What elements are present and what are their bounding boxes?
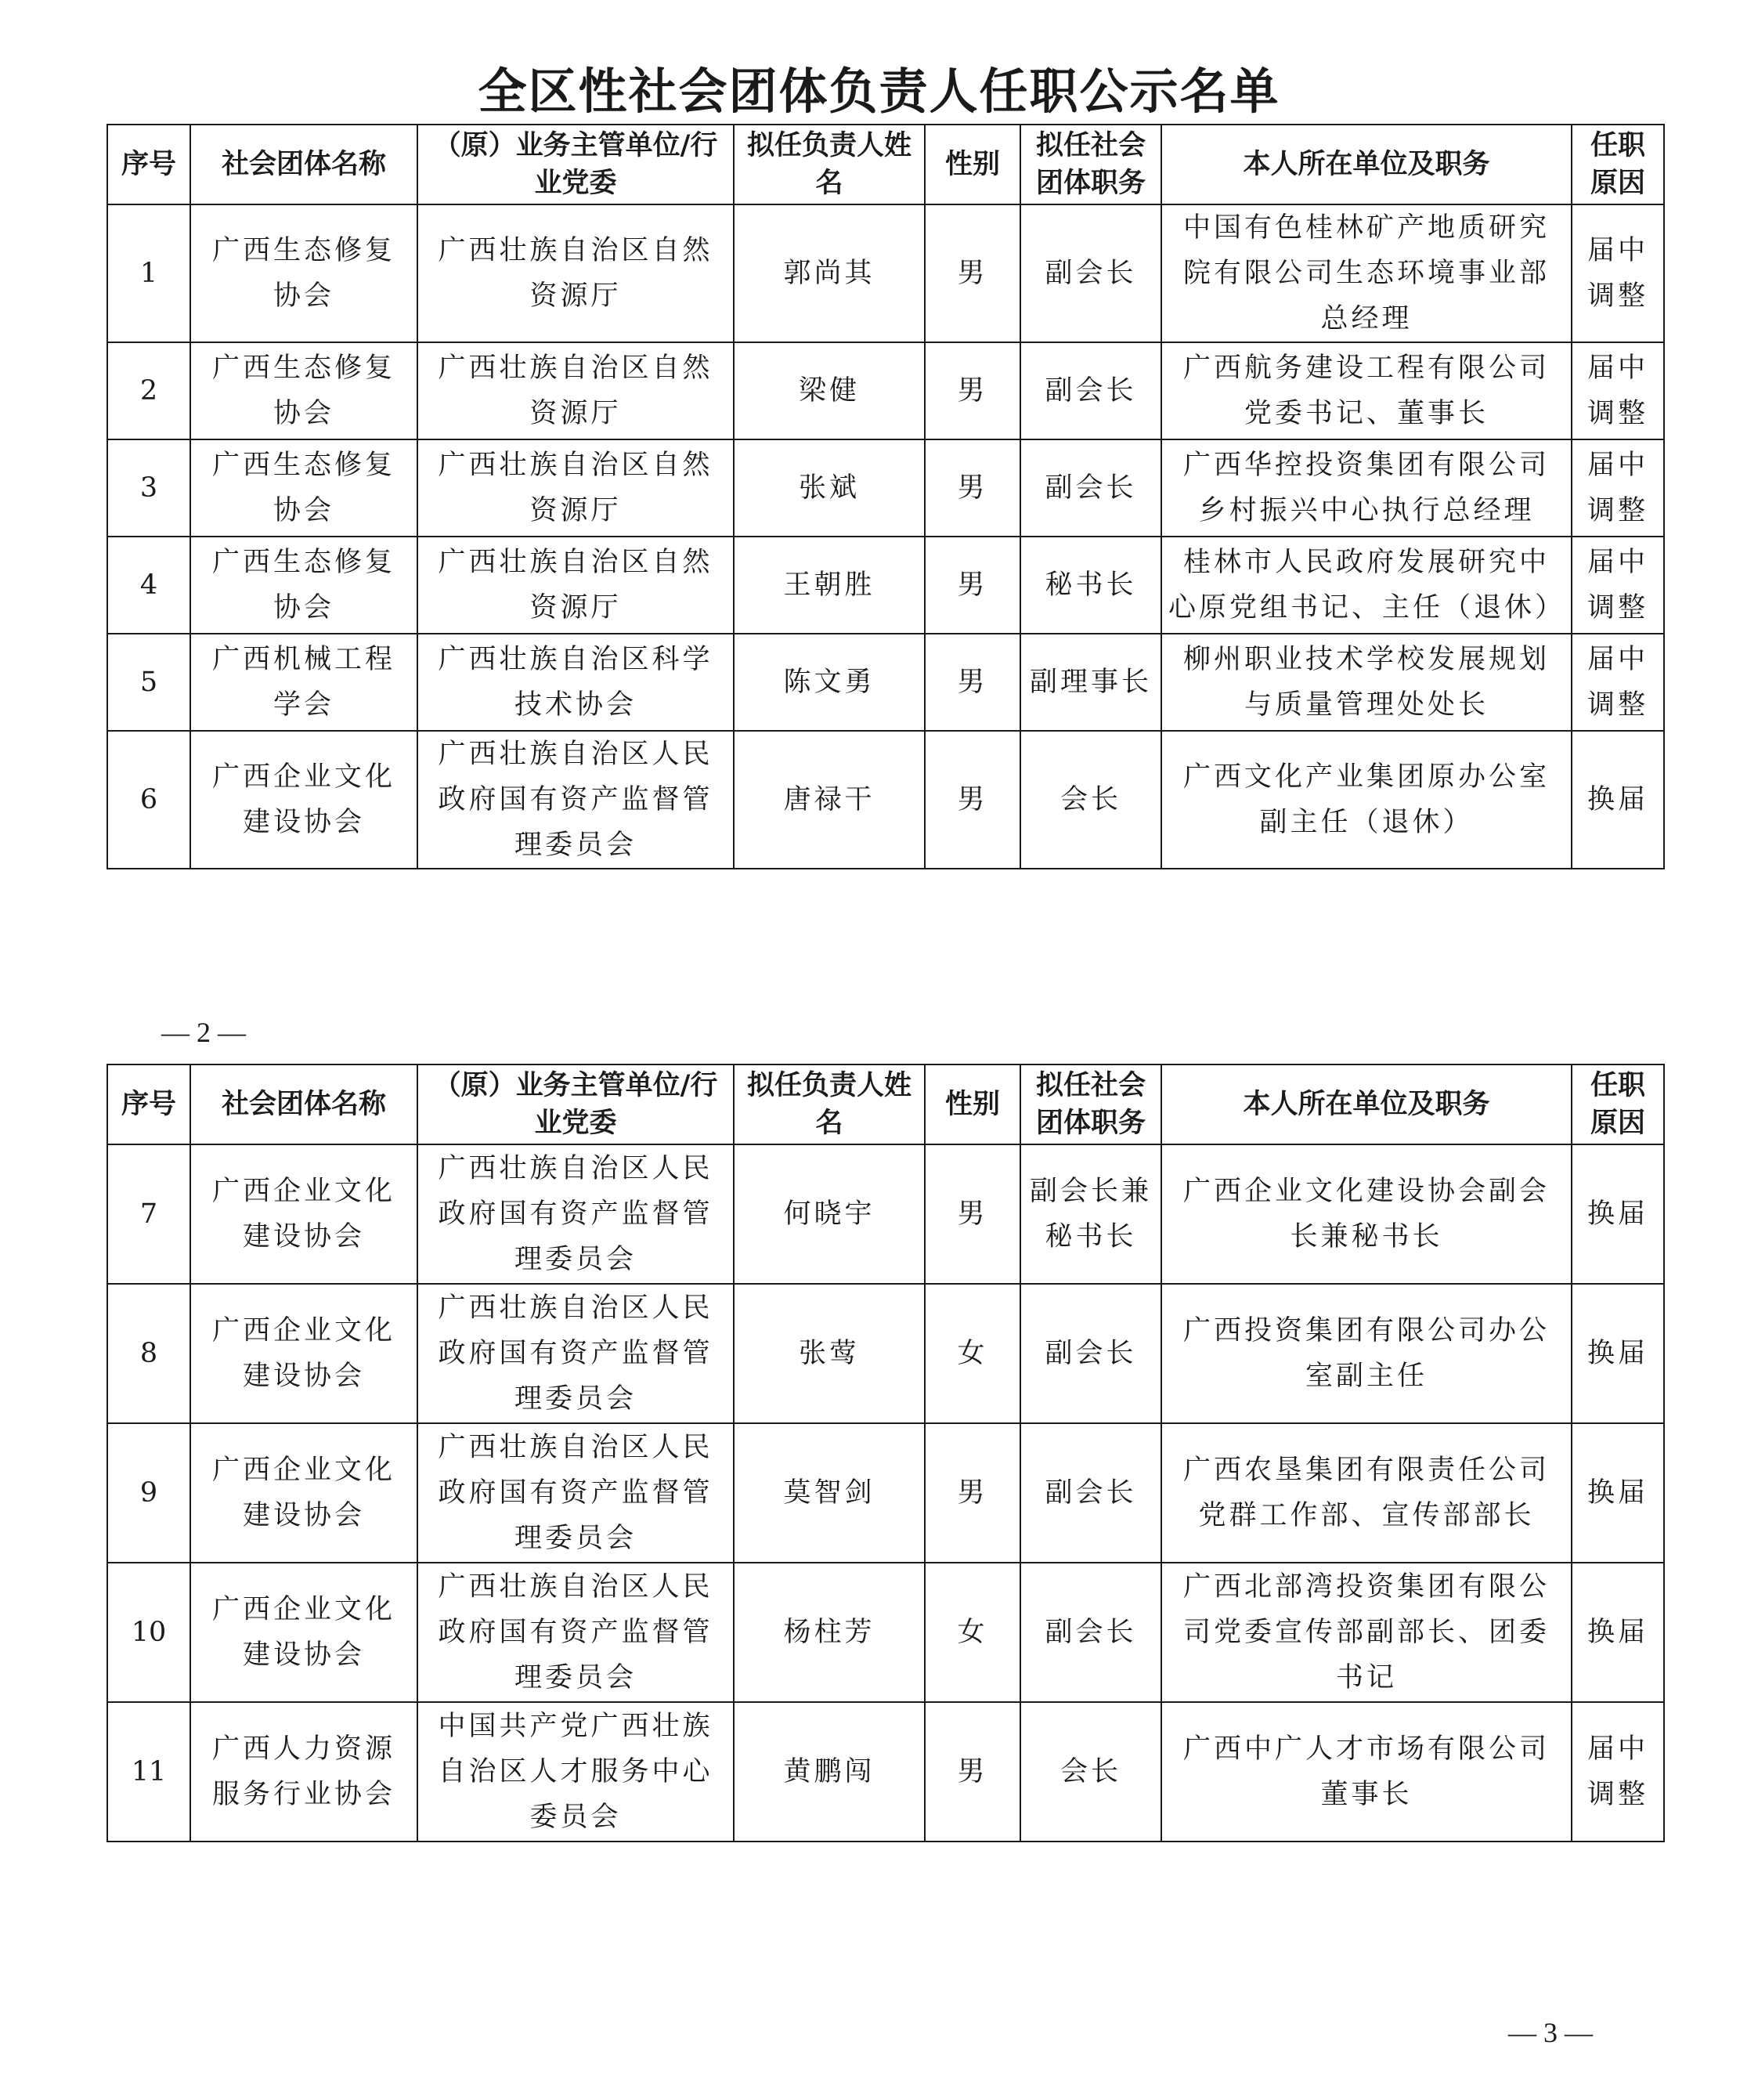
cell-candidate-name: 唐禄干 xyxy=(734,731,925,869)
cell-serial-number: 2 xyxy=(107,342,190,439)
cell-organization-name: 广西企业文化建设协会 xyxy=(190,1284,417,1423)
cell-current-unit-and-position: 广西企业文化建设协会副会长兼秘书长 xyxy=(1161,1144,1572,1284)
cell-organization-name: 广西企业文化建设协会 xyxy=(190,1144,417,1284)
cell-candidate-name: 张斌 xyxy=(734,439,925,537)
cell-gender: 男 xyxy=(925,204,1020,342)
cell-appointment-reason: 届中调整 xyxy=(1572,537,1664,634)
cell-appointment-reason: 届中调整 xyxy=(1572,634,1664,731)
header-organization-name: 社会团体名称 xyxy=(190,1064,417,1144)
cell-serial-number: 8 xyxy=(107,1284,190,1423)
table-row xyxy=(107,439,1664,537)
table-row xyxy=(107,537,1664,634)
cell-supervising-unit: 广西壮族自治区人民政府国有资产监督管理委员会 xyxy=(417,1423,734,1563)
cell-current-unit-and-position: 广西航务建设工程有限公司党委书记、董事长 xyxy=(1161,342,1572,439)
cell-current-unit-and-position: 广西中广人才市场有限公司董事长 xyxy=(1161,1702,1572,1842)
cell-gender: 男 xyxy=(925,634,1020,731)
cell-gender: 男 xyxy=(925,342,1020,439)
cell-current-unit-and-position: 中国有色桂林矿产地质研究院有限公司生态环境事业部总经理 xyxy=(1161,204,1572,342)
cell-organization-name: 广西企业文化建设协会 xyxy=(190,731,417,869)
cell-gender: 男 xyxy=(925,731,1020,869)
table-row xyxy=(107,342,1664,439)
cell-proposed-position: 会长 xyxy=(1020,1702,1161,1842)
cell-appointment-reason: 换届 xyxy=(1572,1284,1664,1423)
cell-appointment-reason: 换届 xyxy=(1572,1563,1664,1702)
cell-serial-number: 5 xyxy=(107,634,190,731)
table-row xyxy=(107,1702,1664,1842)
appointment-table-part-2 xyxy=(106,1064,1665,1842)
cell-appointment-reason: 换届 xyxy=(1572,731,1664,869)
cell-current-unit-and-position: 广西投资集团有限公司办公室副主任 xyxy=(1161,1284,1572,1423)
table-row xyxy=(107,1563,1664,1702)
table-row xyxy=(107,1144,1664,1284)
cell-supervising-unit: 中国共产党广西壮族自治区人才服务中心委员会 xyxy=(417,1702,734,1842)
cell-organization-name: 广西生态修复协会 xyxy=(190,537,417,634)
table-header-row xyxy=(107,125,1664,204)
cell-proposed-position: 副会长 xyxy=(1020,1563,1161,1702)
cell-serial-number: 9 xyxy=(107,1423,190,1563)
table-row xyxy=(107,1423,1664,1563)
cell-gender: 男 xyxy=(925,1144,1020,1284)
header-candidate-name: 拟任负责人姓名 xyxy=(734,125,925,204)
cell-candidate-name: 梁健 xyxy=(734,342,925,439)
cell-supervising-unit: 广西壮族自治区人民政府国有资产监督管理委员会 xyxy=(417,731,734,869)
cell-supervising-unit: 广西壮族自治区人民政府国有资产监督管理委员会 xyxy=(417,1144,734,1284)
cell-candidate-name: 黄鹏闯 xyxy=(734,1702,925,1842)
cell-proposed-position: 会长 xyxy=(1020,731,1161,869)
cell-supervising-unit: 广西壮族自治区自然资源厅 xyxy=(417,342,734,439)
cell-proposed-position: 副会长兼秘书长 xyxy=(1020,1144,1161,1284)
cell-current-unit-and-position: 广西北部湾投资集团有限公司党委宣传部副部长、团委书记 xyxy=(1161,1563,1572,1702)
cell-serial-number: 6 xyxy=(107,731,190,869)
cell-appointment-reason: 届中调整 xyxy=(1572,204,1664,342)
cell-organization-name: 广西生态修复协会 xyxy=(190,204,417,342)
cell-supervising-unit: 广西壮族自治区自然资源厅 xyxy=(417,204,734,342)
cell-gender: 男 xyxy=(925,537,1020,634)
cell-organization-name: 广西生态修复协会 xyxy=(190,439,417,537)
cell-current-unit-and-position: 广西文化产业集团原办公室副主任（退休） xyxy=(1161,731,1572,869)
cell-proposed-position: 副理事长 xyxy=(1020,634,1161,731)
header-supervising-unit: （原）业务主管单位/行业党委 xyxy=(417,125,734,204)
page-title: 全区性社会团体负责人任职公示名单 xyxy=(478,63,1280,120)
cell-proposed-position: 副会长 xyxy=(1020,439,1161,537)
cell-proposed-position: 秘书长 xyxy=(1020,537,1161,634)
cell-candidate-name: 王朝胜 xyxy=(734,537,925,634)
cell-appointment-reason: 届中调整 xyxy=(1572,342,1664,439)
table-row xyxy=(107,1284,1664,1423)
cell-supervising-unit: 广西壮族自治区自然资源厅 xyxy=(417,537,734,634)
cell-gender: 男 xyxy=(925,1702,1020,1842)
cell-organization-name: 广西企业文化建设协会 xyxy=(190,1563,417,1702)
cell-candidate-name: 郭尚其 xyxy=(734,204,925,342)
appointment-table-part-1 xyxy=(106,124,1665,869)
cell-proposed-position: 副会长 xyxy=(1020,1284,1161,1423)
table-header-row xyxy=(107,1064,1664,1144)
header-proposed-position: 拟任社会团体职务 xyxy=(1020,1064,1161,1144)
cell-current-unit-and-position: 桂林市人民政府发展研究中心原党组书记、主任（退休） xyxy=(1161,537,1572,634)
cell-serial-number: 10 xyxy=(107,1563,190,1702)
header-serial-number: 序号 xyxy=(107,125,190,204)
cell-gender: 女 xyxy=(925,1563,1020,1702)
page-number-right: — 3 — xyxy=(1508,2017,1593,2048)
cell-appointment-reason: 换届 xyxy=(1572,1144,1664,1284)
cell-serial-number: 4 xyxy=(107,537,190,634)
header-appointment-reason: 任职原因 xyxy=(1572,125,1664,204)
cell-serial-number: 11 xyxy=(107,1702,190,1842)
cell-proposed-position: 副会长 xyxy=(1020,204,1161,342)
cell-candidate-name: 杨柱芳 xyxy=(734,1563,925,1702)
cell-gender: 男 xyxy=(925,1423,1020,1563)
cell-organization-name: 广西生态修复协会 xyxy=(190,342,417,439)
cell-current-unit-and-position: 柳州职业技术学校发展规划与质量管理处处长 xyxy=(1161,634,1572,731)
header-gender: 性别 xyxy=(925,1064,1020,1144)
header-supervising-unit: （原）业务主管单位/行业党委 xyxy=(417,1064,734,1144)
page-number-left: — 2 — xyxy=(161,1017,246,1048)
cell-current-unit-and-position: 广西华控投资集团有限公司乡村振兴中心执行总经理 xyxy=(1161,439,1572,537)
cell-supervising-unit: 广西壮族自治区自然资源厅 xyxy=(417,439,734,537)
cell-serial-number: 1 xyxy=(107,204,190,342)
cell-organization-name: 广西企业文化建设协会 xyxy=(190,1423,417,1563)
cell-serial-number: 7 xyxy=(107,1144,190,1284)
cell-appointment-reason: 届中调整 xyxy=(1572,439,1664,537)
table-row xyxy=(107,204,1664,342)
header-current-unit-and-position: 本人所在单位及职务 xyxy=(1161,1064,1572,1144)
cell-gender: 男 xyxy=(925,439,1020,537)
cell-organization-name: 广西人力资源服务行业协会 xyxy=(190,1702,417,1842)
header-proposed-position: 拟任社会团体职务 xyxy=(1020,125,1161,204)
header-appointment-reason: 任职原因 xyxy=(1572,1064,1664,1144)
header-serial-number: 序号 xyxy=(107,1064,190,1144)
table-row xyxy=(107,731,1664,869)
cell-candidate-name: 莫智剑 xyxy=(734,1423,925,1563)
cell-candidate-name: 陈文勇 xyxy=(734,634,925,731)
cell-proposed-position: 副会长 xyxy=(1020,342,1161,439)
cell-gender: 女 xyxy=(925,1284,1020,1423)
table-row xyxy=(107,634,1664,731)
header-candidate-name: 拟任负责人姓名 xyxy=(734,1064,925,1144)
cell-organization-name: 广西机械工程学会 xyxy=(190,634,417,731)
cell-candidate-name: 张莺 xyxy=(734,1284,925,1423)
cell-supervising-unit: 广西壮族自治区科学技术协会 xyxy=(417,634,734,731)
header-organization-name: 社会团体名称 xyxy=(190,125,417,204)
cell-current-unit-and-position: 广西农垦集团有限责任公司党群工作部、宣传部部长 xyxy=(1161,1423,1572,1563)
cell-supervising-unit: 广西壮族自治区人民政府国有资产监督管理委员会 xyxy=(417,1284,734,1423)
cell-appointment-reason: 换届 xyxy=(1572,1423,1664,1563)
cell-proposed-position: 副会长 xyxy=(1020,1423,1161,1563)
header-current-unit-and-position: 本人所在单位及职务 xyxy=(1161,125,1572,204)
cell-serial-number: 3 xyxy=(107,439,190,537)
cell-appointment-reason: 届中调整 xyxy=(1572,1702,1664,1842)
cell-supervising-unit: 广西壮族自治区人民政府国有资产监督管理委员会 xyxy=(417,1563,734,1702)
header-gender: 性别 xyxy=(925,125,1020,204)
cell-candidate-name: 何晓宇 xyxy=(734,1144,925,1284)
